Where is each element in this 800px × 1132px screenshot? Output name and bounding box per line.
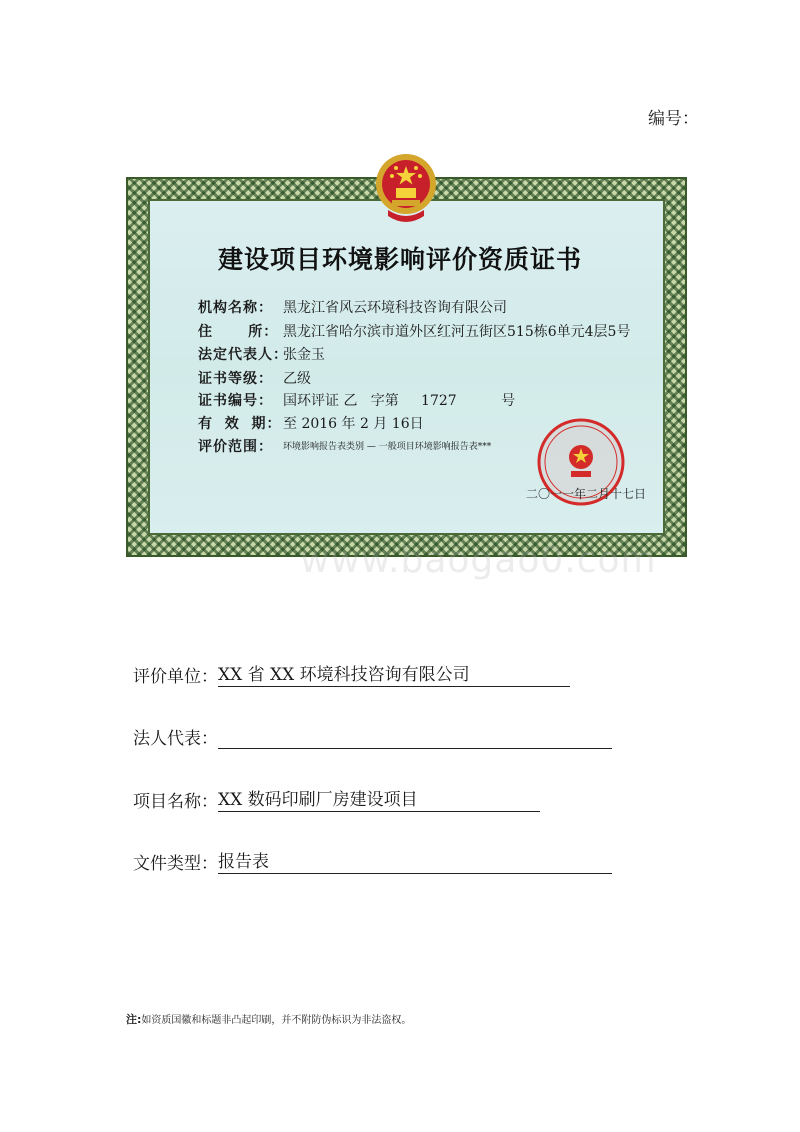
row-project-name (133, 787, 540, 812)
watermark: www.baogao0.com (300, 540, 657, 581)
field-value: 张金玉 (283, 347, 325, 363)
unit-value: XX 省 XX 环境科技咨询有限公司 (218, 663, 570, 687)
field-scope (198, 436, 491, 456)
footnote-prefix: 注: (126, 1013, 142, 1026)
field-value: 国环评证 乙 字第 1727 号 (283, 393, 516, 409)
field-label: 证书编号： (198, 393, 273, 409)
field-value: 乙级 (283, 371, 311, 387)
row-label: 文件类型： (133, 854, 218, 874)
field-label: 评价范围： (198, 439, 273, 455)
field-validity (198, 413, 424, 433)
field-label: 法定代表人： (198, 347, 288, 363)
field-value: 黑龙江省风云环境科技咨询有限公司 (283, 300, 507, 316)
legal-value (218, 725, 612, 749)
row-evaluation-unit (133, 662, 570, 687)
row-label: 法人代表： (133, 729, 218, 749)
row-label: 评价单位： (133, 667, 218, 687)
footnote (126, 1011, 411, 1027)
field-legal-representative (198, 344, 325, 364)
row-legal-representative (133, 724, 612, 749)
field-label: 证书等级： (198, 371, 273, 387)
field-value: 环境影响报告表类别 — 一般项目环境影响报告表*** (283, 442, 492, 452)
field-label: 有 效 期： (198, 416, 282, 432)
national-emblem-icon (374, 152, 438, 226)
row-label: 项目名称： (133, 792, 218, 812)
row-document-type (133, 849, 612, 874)
serial-number-label: 编号： (648, 109, 699, 129)
field-certificate-number (198, 390, 515, 410)
field-address (198, 321, 630, 341)
certificate-title: 建设项目环境影响评价资质证书 (217, 245, 582, 274)
field-value: 黑龙江省哈尔滨市道外区红河五街区515栋6单元4层5号 (283, 324, 631, 340)
footnote-text: 如资质国徽和标题非凸起印刷，并不附防伪标识为非法盗权。 (141, 1015, 412, 1026)
field-organization (198, 297, 507, 317)
project-value: XX 数码印刷厂房建设项目 (218, 788, 540, 812)
type-value: 报告表 (218, 850, 612, 874)
field-label: 住 所： (198, 324, 279, 340)
seal-date: 二〇一一年二月十七日 (526, 487, 647, 501)
field-grade (198, 368, 311, 388)
field-value: 至 2016 年 2 月 16日 (283, 416, 424, 432)
field-label: 机构名称： (198, 300, 273, 316)
